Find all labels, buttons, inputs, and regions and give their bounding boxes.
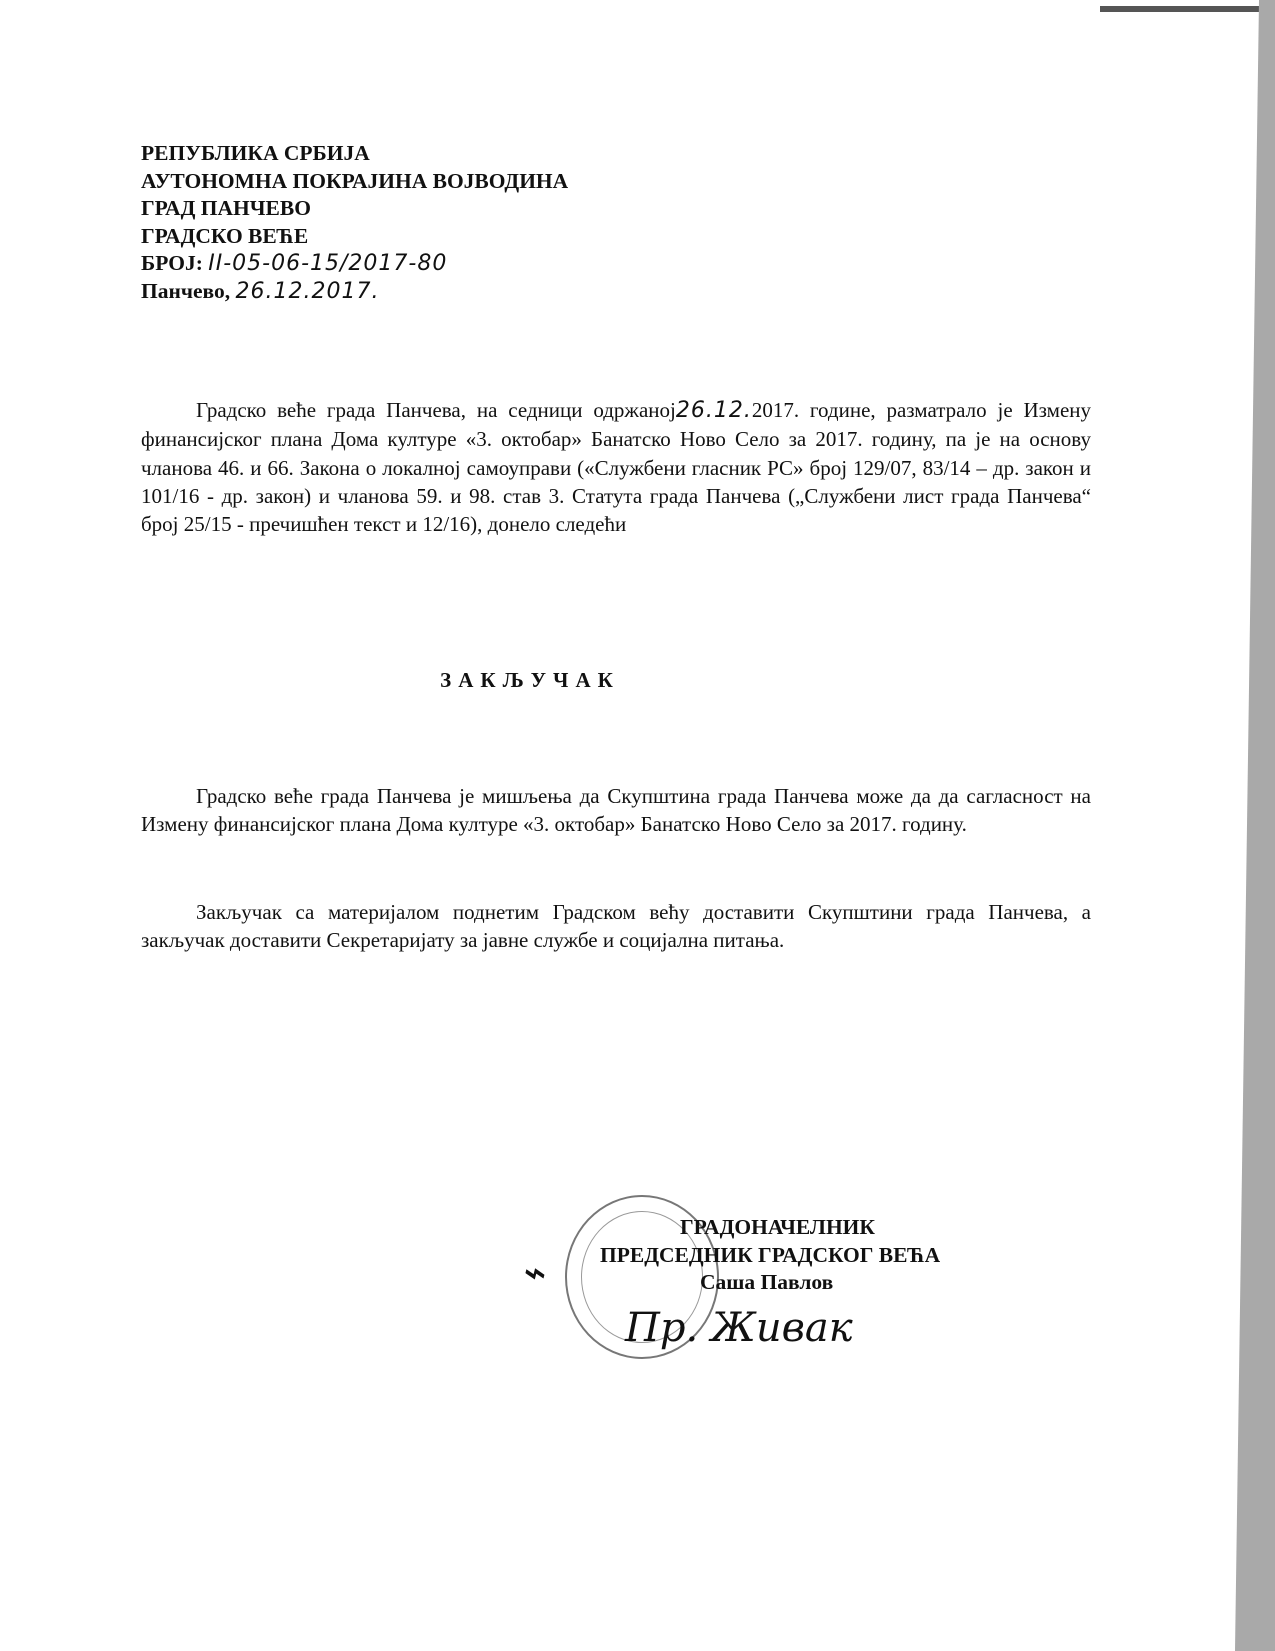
signature-title: ГРАДОНАЧЕЛНИК (680, 1215, 875, 1239)
intro-text: 2017. године, разматрало је Измену финансијског плана Дома културе «3. октобар» Банатско Ново Село за 2017. годину, па је на основу чланова 46. и 66. Закона о локалној самоуправи («Службени гласник РС» број 129/07, 83/14 – др. закон и 101/16 - др. закон) и чланова 59. и 98. став 3. Статута града Панчева („Службени лист града Панчева“ број 25/15 - пречишћен текст и 12/16), донело следећи (141, 398, 1091, 537)
signature-title: ПРЕДСЕДНИК ГРАДСКОГ ВЕЋА (600, 1243, 941, 1267)
document-title: ЗАКЉУЧАК (440, 668, 620, 692)
date-value: 26.12.2017. (235, 278, 380, 304)
place-label: Панчево, (141, 278, 231, 303)
scan-edge-right (1235, 0, 1275, 1651)
body-paragraph: Градско веће града Панчева је мишљења да Скупштина града Панчева може да да сагласност на Измену финансијског плана Дома културе «3. октобар» Банатско Ново Село за 2017. годину. (141, 784, 1091, 837)
header-line: ГРАД ПАНЧЕВО (141, 196, 311, 220)
intro-text: Градско веће града Панчева, на седници одржаној (196, 398, 676, 422)
handwritten-signature: Пр. Живак (625, 1305, 853, 1351)
document-date (141, 278, 568, 306)
scan-edge-top (1100, 6, 1260, 12)
handwritten-date: 26.12. (675, 398, 752, 423)
number-label: БРОЈ: (141, 251, 203, 275)
header-line: АУТОНОМНА ПОКРАЈИНА ВОЈВОДИНА (141, 168, 569, 193)
signatory-name: Саша Павлов (700, 1270, 834, 1294)
header-line: ГРАДСКО ВЕЋЕ (141, 223, 309, 248)
number-value: II-05-06-15/2017-80 (208, 251, 448, 276)
initials-mark: ⌁ (520, 1250, 545, 1296)
header-line: РЕПУБЛИКА СРБИЈА (141, 141, 370, 165)
intro-paragraph (141, 396, 1091, 538)
document-number (141, 250, 568, 278)
document-header (141, 140, 568, 305)
body-paragraph: Закључак са материјалом поднетим Градском већу доставити Скупштини града Панчева, а закључак доставити Секретаријату за јавне службе и социјална питања. (141, 900, 1091, 953)
